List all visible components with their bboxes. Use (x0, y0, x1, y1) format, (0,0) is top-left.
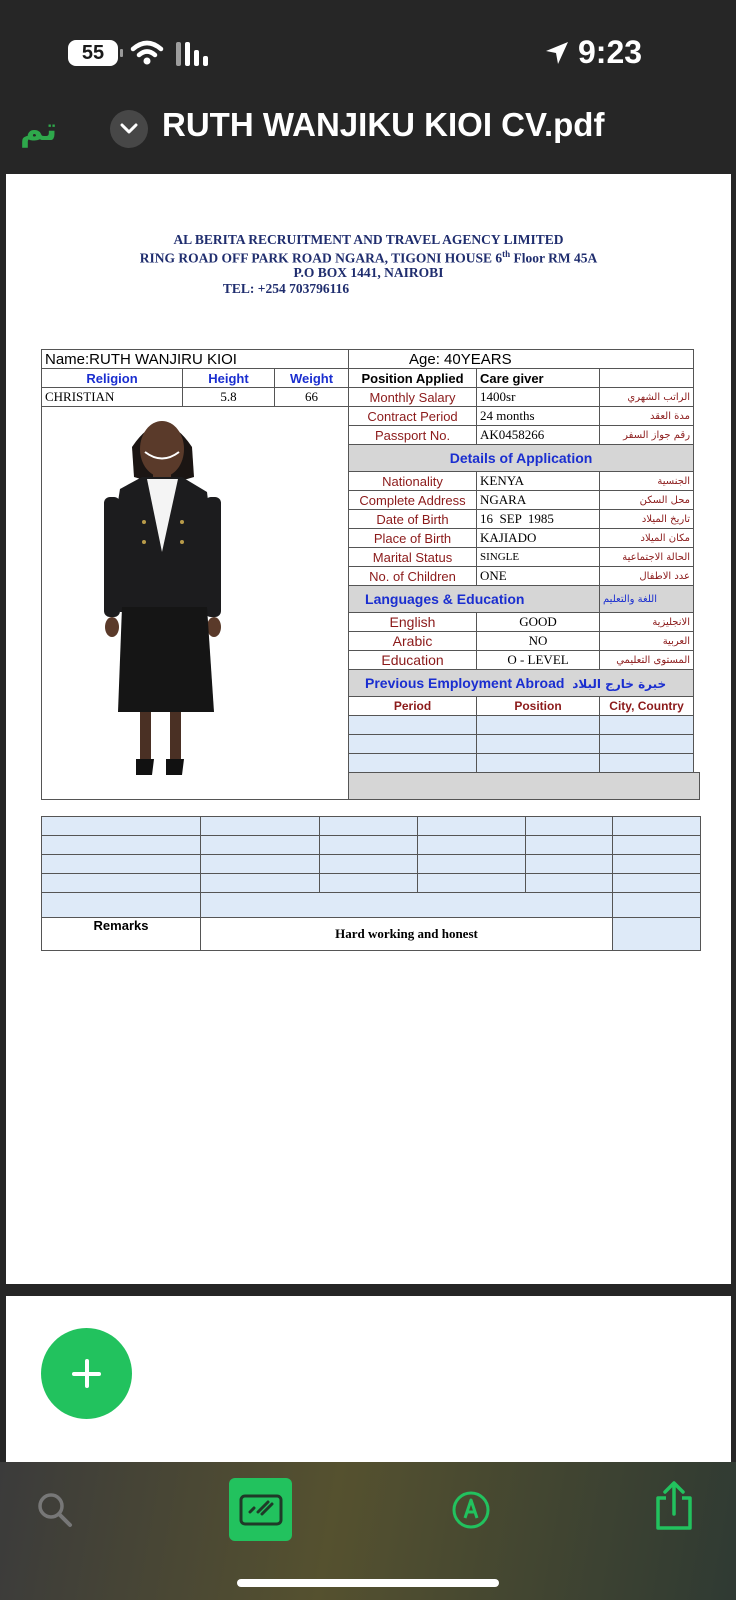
detail-value: SINGLE (477, 548, 600, 567)
monthly-salary-arabic: الراتب الشهري (600, 388, 694, 407)
position-applied-label: Position Applied (349, 369, 477, 388)
languages-heading: Languages & Education (349, 586, 600, 613)
home-indicator (237, 1579, 499, 1587)
candidate-age: Age: 40YEARS (349, 350, 694, 369)
blank-row (42, 817, 701, 836)
agency-tel: TEL: +254 703796116 (222, 281, 350, 296)
previous-employment-arabic: خبرة خارج البلاد (572, 677, 667, 691)
agency-address-text: RING ROAD OFF PARK ROAD NGARA, TIGONI HOUSE 6 (139, 250, 503, 266)
cv-table (41, 349, 700, 800)
name-row (42, 350, 700, 369)
contract-period-value: 24 months (477, 407, 600, 426)
detail-arabic: الجنسية (600, 472, 694, 491)
detail-label: Marital Status (349, 548, 477, 567)
detail-value: ONE (477, 567, 600, 586)
pdf-page (6, 174, 731, 1284)
battery-icon (68, 40, 118, 66)
add-button[interactable] (41, 1328, 132, 1419)
position-header: Position (477, 697, 600, 716)
title-bar (0, 104, 736, 166)
contract-period-label: Contract Period (349, 407, 477, 426)
blank-row (42, 855, 701, 874)
monthly-salary-value: 1400sr (477, 388, 600, 407)
religion-header: Religion (42, 369, 183, 388)
previous-employment-title: Previous Employment Abroad (365, 675, 565, 691)
detail-label: Place of Birth (349, 529, 477, 548)
detail-value: KENYA (477, 472, 600, 491)
period-header: Period (349, 697, 477, 716)
position-applied-value: Care giver (477, 369, 600, 388)
location-arrow-icon (544, 40, 570, 66)
salary-row (42, 388, 700, 407)
language-arabic: المستوى التعليمي (600, 651, 694, 670)
floor-suffix: th (502, 249, 511, 259)
blank-row (42, 874, 701, 893)
weight-value: 66 (275, 388, 349, 407)
chevron-down-icon (120, 122, 138, 136)
detail-label: Date of Birth (349, 510, 477, 529)
detail-value: KAJIADO (477, 529, 600, 548)
language-value: O - LEVEL (477, 651, 600, 670)
agency-address-floor: Floor RM 45A (510, 250, 598, 266)
bottom-toolbar (0, 1462, 736, 1600)
document-title[interactable]: RUTH WANJIKU KIOI CV.pdf (162, 106, 605, 143)
signal-icon (176, 40, 216, 66)
done-button[interactable]: تم (20, 110, 58, 148)
city-country-header: City, Country (600, 697, 694, 716)
detail-value: 16 SEP 1985 (477, 510, 600, 529)
extra-table (41, 816, 701, 951)
candidate-photo (42, 407, 347, 792)
languages-heading-arabic: اللغة والتعليم (600, 586, 694, 613)
blank-row (42, 893, 701, 918)
religion-value: CHRISTIAN (42, 388, 183, 407)
blank-row (42, 836, 701, 855)
contract-period-arabic: مدة العقد (600, 407, 694, 426)
monthly-salary-label: Monthly Salary (349, 388, 477, 407)
passport-label: Passport No. (349, 426, 477, 445)
candidate-name: Name:RUTH WANJIRU KIOI (42, 350, 349, 369)
language-label: Arabic (349, 632, 477, 651)
passport-value: AK0458266 (477, 426, 600, 445)
agency-po-box: P.O BOX 1441, NAIROBI (293, 265, 444, 280)
share-icon[interactable] (652, 1480, 696, 1532)
detail-arabic: عدد الاطفال (600, 567, 694, 586)
scan-document-button[interactable] (229, 1478, 292, 1541)
height-value: 5.8 (183, 388, 275, 407)
battery-level: 55 (81, 42, 105, 64)
markup-pen-icon[interactable] (451, 1490, 491, 1530)
language-value: NO (477, 632, 600, 651)
agency-name: AL BERITA RECRUITMENT AND TRAVEL AGENCY LIMITED (173, 232, 564, 247)
details-heading: Details of Application (349, 445, 694, 472)
previous-employment-heading (349, 670, 694, 697)
remarks-row (42, 918, 701, 951)
detail-value: NGARA (477, 491, 600, 510)
detail-arabic: الحالة الاجتماعية (600, 548, 694, 567)
detail-label: No. of Children (349, 567, 477, 586)
status-time: 9:23 (578, 34, 643, 70)
language-label: Education (349, 651, 477, 670)
language-label: English (349, 613, 477, 632)
detail-arabic: مكان الميلاد (600, 529, 694, 548)
detail-arabic: محل السكن (600, 491, 694, 510)
remarks-label: Remarks (42, 918, 201, 951)
agency-address (6, 249, 731, 267)
remarks-value: Hard working and honest (201, 918, 613, 951)
weight-header: Weight (275, 369, 349, 388)
scan-document-icon (238, 1490, 284, 1530)
passport-arabic: رقم جواز السفر (600, 426, 694, 445)
photo-cell (42, 407, 349, 800)
detail-label: Complete Address (349, 491, 477, 510)
wifi-icon (130, 38, 164, 66)
title-menu-button[interactable] (110, 110, 148, 148)
status-bar (0, 0, 736, 104)
detail-arabic: تاريخ الميلاد (600, 510, 694, 529)
plus-icon (41, 1328, 132, 1419)
height-header: Height (183, 369, 275, 388)
detail-label: Nationality (349, 472, 477, 491)
language-value: GOOD (477, 613, 600, 632)
header-row (42, 369, 700, 388)
language-arabic: العربية (600, 632, 694, 651)
search-icon[interactable] (35, 1490, 75, 1530)
language-arabic: الانجليزية (600, 613, 694, 632)
